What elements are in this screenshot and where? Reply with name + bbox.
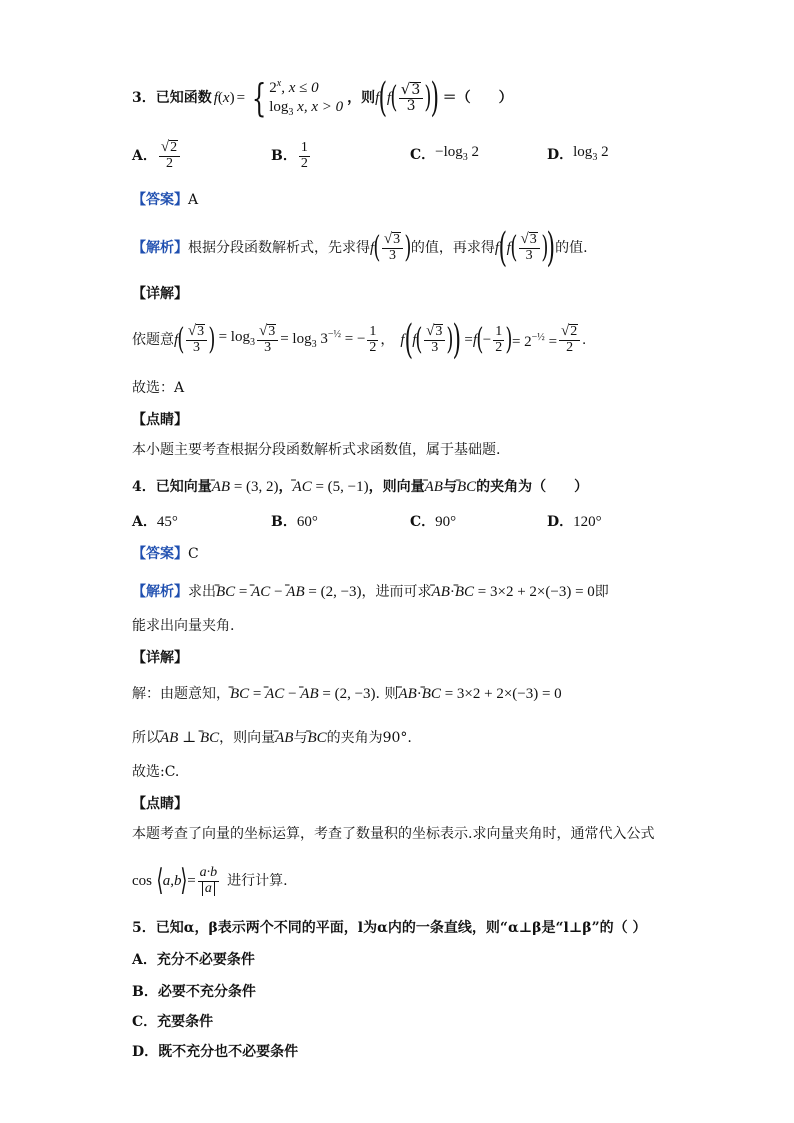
q4-detail-heading: 【详解】 [132,650,188,666]
q4-choose: 故选:C. [132,764,180,780]
q4-option-d: D．120° [547,514,602,530]
q3-detail-equation: 依题意 f ( √ 3 3 ) = $\log_3$ √ 3 3 = $\log_3 3^{-\frac{1}{2}}$ = − $\frac{1}{2}$ ， f ( f ( √ 3 3 ) ) = f ( − $\frac{1}{2}$ ) = $2^{-\frac{1}{2}}$ = √ 2 2 . [132,317,587,363]
q3-detail-heading: 【详解】 [132,286,188,302]
q4-analysis-line2: 能求出向量夹角. [132,618,235,634]
q5-option-d: D．既不充分也不必要条件 [132,1044,299,1060]
brace-icon: { [251,76,267,120]
q3-comment: 本小题主要考查根据分段函数解析式求函数值，属于基础题. [132,442,501,458]
q4-option-b: B．60° [271,514,318,530]
q5-option-c: C．充要条件 [132,1014,214,1030]
q4-detail-line2: 所以 ̳̳̳ AB ⊥ ̳̳̳ BC ，则向量 ̳̳̳ AB 与 ̳̳̳ BC 的夹角为90°. [132,726,412,750]
q4-comment: 本题考查了向量的坐标运算，考查了数量积的坐标表示.求向量夹角时，通常代入公式 [132,826,655,842]
q5-option-b: B．必要不充分条件 [132,984,256,1000]
q4-option-a: A．45° [132,514,178,530]
q3-comment-heading: 【点睛】 [132,412,188,428]
q3-answer: 【答案】A [132,192,199,208]
q5-stem: 5．已知α，β表示两个不同的平面，l为α内的一条直线，则“α⊥β是“l⊥β”的（ ） [132,920,647,936]
q3-then: ，则 [347,90,376,106]
q5-option-a: A．充分不必要条件 [132,952,255,968]
q3-option-d: D． $\log_3 2$ [547,144,609,163]
q3-choose: 故选：A [132,380,185,396]
q4-stem: 4．已知向量 ̳̳̳ AB = (3, 2) ， ̳̳̳ AC = (5, −1) ，则向量 ̳̳̳ AB 与 ̳̳̳ BC 的夹角为（ ） [132,474,588,500]
q3-option-c: C． $-\log_3$ 2 [410,144,480,163]
q3-blank: ＝（ ） [442,90,513,106]
q4-cos-formula: cos ⟨ a , b ⟩ = $\frac{a\cdot b}{a}$ 进行计算. [132,863,288,898]
q4-detail-line1: 解：由题意知， ̳̳̳ BC = ̳̳̳ AC − ̳̳̳ AB = (2, −3) . 则 ̳̳̳ AB·̳̳̳ BC = 3×2 + 2×(−3) = 0 [132,682,562,706]
q3-prefix: 3．已知函数 [132,90,212,106]
q3-analysis: 【解析】 根据分段函数解析式，先求得 f ( √ 3 3 ) 的值，再求得 f ( f ( √ 3 3 ) ) 的值. [132,225,588,271]
q4-answer: 【答案】C [132,546,199,562]
q3-piecewise: 2$^x$, x ≤ 0 $\log_3 x$, x > 0 [269,78,344,118]
q4-analysis: 【解析】 求出 ̳̳̳ BC = ̳̳̳ AC − ̳̳̳ AB = (2, −3) ，进而可求 ̳̳̳ AB·̳̳̳ BC = 3×2 + 2×(−3) = 0 即 [132,580,609,604]
q3-option-b: B． $\frac{1}{2}$ [271,139,308,171]
q4-option-c: C．90° [410,514,457,530]
q3-option-a: A． √ 2 2 [132,136,182,176]
q4-comment-heading: 【点睛】 [132,796,188,812]
q3-stem: 3．已知函数 f ( x ) = { 2$^x$, x ≤ 0 $\log_3 x$, x > 0 ，则 f ( f ( √ 3 3 ) ) ＝（ ） [132,75,513,121]
